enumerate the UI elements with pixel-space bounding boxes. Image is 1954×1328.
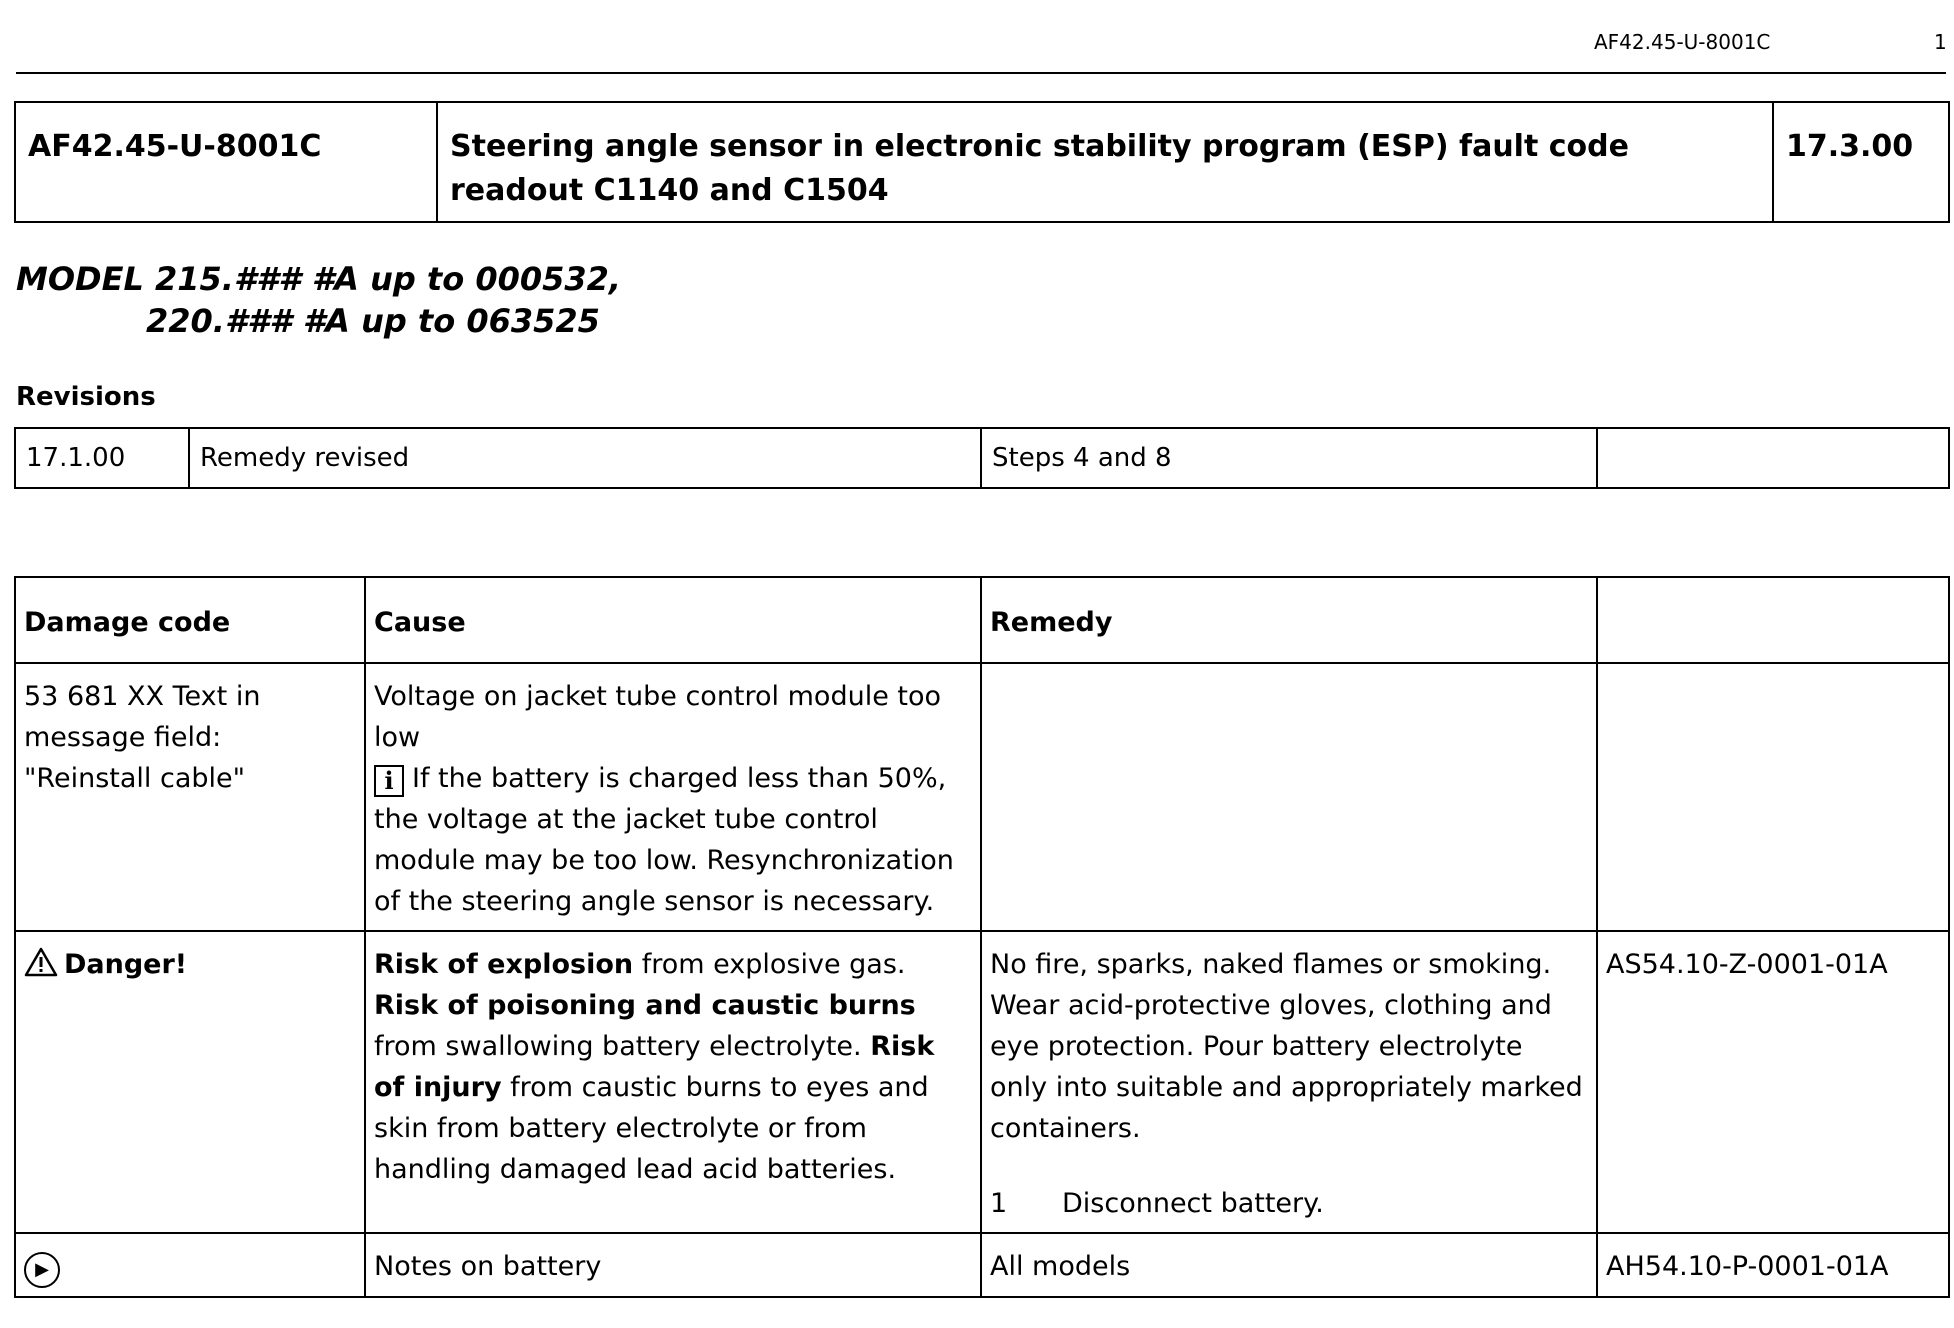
risk-poisoning-text: from swallowing battery electrolyte. [374, 1031, 871, 1062]
danger-cell [15, 931, 365, 1233]
title-block [14, 101, 1950, 223]
title-date: 17.3.00 [1773, 102, 1949, 222]
header-damage-code: Damage code [15, 577, 365, 663]
risk-explosion: Risk of explosion [374, 949, 634, 980]
risk-injury: Risk of injury [374, 1031, 935, 1103]
step-text: Disconnect battery. [1062, 1188, 1324, 1219]
title-doc-id: AF42.45-U-8001C [15, 102, 437, 222]
ref-empty [1597, 663, 1949, 931]
model-line-2: 220.### #A up to 063525 [146, 302, 600, 340]
header-doc-id: AF42.45-U-8001C [1594, 30, 1771, 54]
cause-note [374, 758, 972, 922]
revision-description: Remedy revised [189, 428, 981, 488]
table-row [15, 663, 1949, 931]
revision-note: Steps 4 and 8 [981, 428, 1597, 488]
revisions-table [14, 427, 1950, 489]
note-circle-icon: ▶ [24, 1252, 60, 1288]
header-empty [1597, 577, 1949, 663]
risk-explosion-text: from explosive gas. [633, 949, 906, 980]
revision-extra [1597, 428, 1949, 488]
danger-ref: AS54.10-Z-0001-01A [1597, 931, 1949, 1233]
revision-row [15, 428, 1949, 488]
revision-date: 17.1.00 [15, 428, 189, 488]
danger-cause [365, 931, 981, 1233]
info-icon: i [374, 765, 404, 797]
header-page-number: 1 [1934, 30, 1947, 54]
danger-remedy [981, 931, 1597, 1233]
damage-code: 53 681 XX Text in message field: "Reinstall cable" [15, 663, 365, 931]
cause-cell [365, 663, 981, 931]
revisions-heading: Revisions [16, 382, 156, 412]
note-ref: AH54.10-P-0001-01A [1597, 1233, 1949, 1297]
document-title: Steering angle sensor in electronic stability program (ESP) fault code readout C1140 and C1504 [437, 102, 1773, 222]
table-row [15, 1233, 1949, 1297]
note-icon-cell [15, 1233, 365, 1297]
danger-label: Danger! [64, 949, 188, 980]
risk-injury-text: from caustic burns to eyes and skin from battery electrolyte or from handling damaged lead acid batteries. [374, 1072, 929, 1185]
risk-poisoning: Risk of poisoning and caustic burns [374, 990, 916, 1021]
danger-label-wrap [24, 949, 187, 980]
table-row [15, 931, 1949, 1233]
model-applicability [16, 258, 621, 342]
danger-remedy-text: No fire, sparks, naked flames or smoking. Wear acid-protective gloves, clothing and eye protection. Pour battery electrolyte only into suitable and appropriately marked containers. [990, 949, 1583, 1144]
note-cause: Notes on battery [365, 1233, 981, 1297]
model-line-1: MODEL 215.### #A up to 000532, [16, 260, 622, 298]
step-number: 1 [990, 1188, 1008, 1219]
cause-note-text: If the battery is charged less than 50%, the voltage at the jacket tube control module may be too low. Resynchronization of the steering angle sensor is necessary. [374, 763, 954, 917]
header-rule [16, 72, 1946, 74]
remedy-empty [981, 663, 1597, 931]
header-remedy: Remedy [981, 577, 1597, 663]
step-1 [990, 1183, 1588, 1224]
fault-table-header [15, 577, 1949, 663]
warning-triangle-icon [24, 947, 58, 977]
cause-main: Voltage on jacket tube control module too low [374, 681, 942, 753]
fault-table [14, 576, 1950, 1298]
note-remedy: All models [981, 1233, 1597, 1297]
header-cause: Cause [365, 577, 981, 663]
